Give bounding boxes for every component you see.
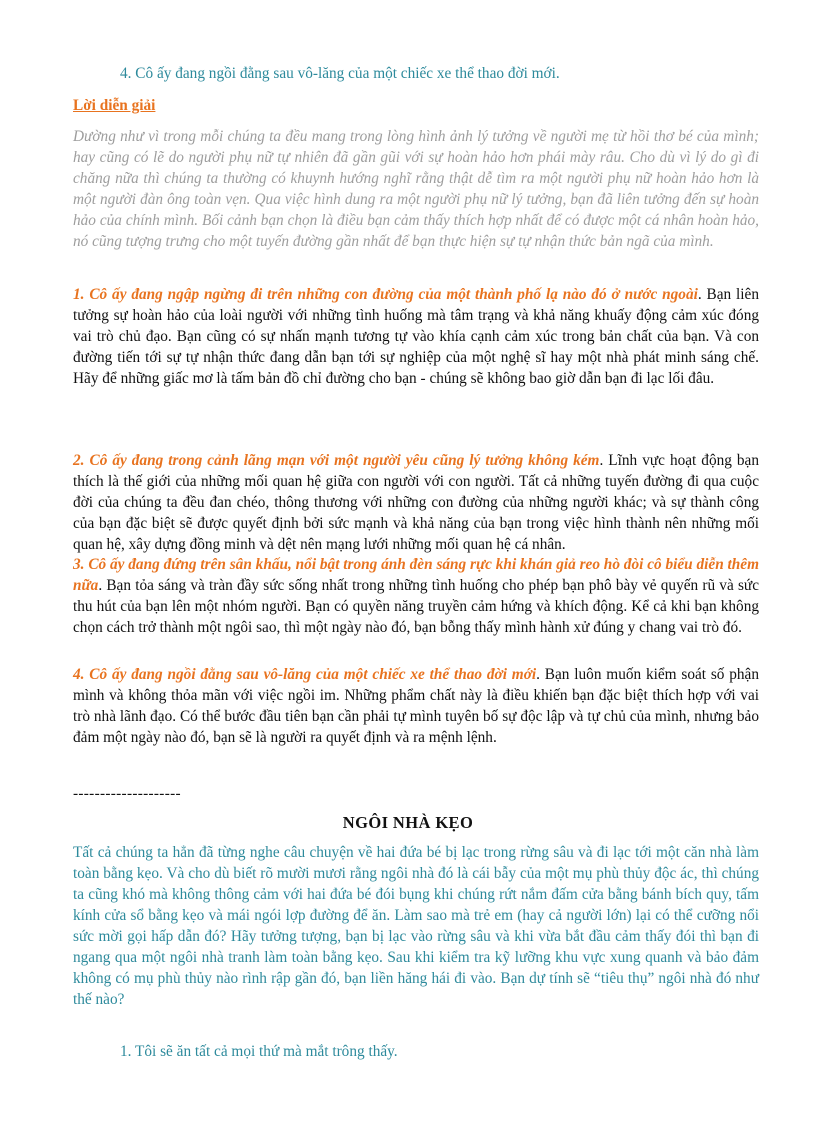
section-title: NGÔI NHÀ KẸO (342, 813, 474, 832)
answer-3-title: 3. Cô ấy đang đứng trên sân khấu, nổi bật trong ánh đèn sáng rực khi khán giả reo hò đòi cô biểu diễn thêm nữa (73, 556, 759, 594)
section-intro: Tất cả chúng ta hẳn đã từng nghe câu chuyện về hai đứa bé bị lạc trong rừng sâu và đi lạc tới một căn nhà làm toàn bằng kẹo. Và cho dù biết rõ mười mươi rằng ngôi nhà đó là cái bẫy của một mụ phù thủy độc ác, thì chúng ta cũng khó mà không thông cảm với hai đứa bé đói bụng khi chúng rứt nắm đấm cửa bằng bánh bích quy, tấm kính cửa sổ bằng kẹo và mái ngói lợp đường để ăn. Làm sao mà trẻ em (hay cả người lớn) lại có thể cưỡng nổi sức mời gọi hấp dẫn đó? Hãy tưởng tượng, bạn bị lạc vào rừng sâu và khi vừa bắt đầu cảm thấy đói thì bạn đi ngang qua một ngôi nhà tranh làm toàn bằng kẹo. Sau khi kiểm tra kỹ lưỡng khu vực xung quanh và bảo đảm không có mụ phù thủy nào rình rập gần đó, bạn liền hăng hái đi vào. Bạn dự tính sẽ “tiêu thụ” ngôi nhà đó như thế nào? (73, 844, 759, 1008)
answer-4-body: . Bạn luôn muốn kiểm soát số phận mình và không thỏa mãn với việc ngồi im. Những phẩm chất này là điều khiến bạn đặc biệt thích hợp với vai trò nhà lãnh đạo. Có thể bước đầu tiên bạn cần phải tự mình tuyên bố sự độc lập và tự chủ của mình, nhưng bảo đảm một ngày nào đó, bạn sẽ là người ra quyết định và ra mệnh lệnh. (73, 666, 759, 746)
answer-1 (73, 284, 759, 389)
answer-4 (73, 664, 759, 748)
answer-2 (73, 450, 759, 555)
answer-1-title: 1. Cô ấy đang ngập ngừng đi trên những con đường của một thành phố lạ nào đó ở nước ngoài (73, 286, 698, 303)
answer-1-body: . Bạn liên tưởng sự hoàn hảo của loài người với những tình huống mà tâm trạng và khả năng khuấy động cảm xúc đóng vai trò chủ đạo. Bạn cũng có sự nhấn mạnh tương tự vào khía cạnh cảm xúc trong bản chất của bạn. Và con đường tiến tới sự tự nhận thức đang dẫn bạn tới sự nghiệp của một nghệ sĩ hay một nhà phát minh sáng chế. Hãy để những giấc mơ là tấm bản đồ chỉ đường cho bạn - chúng sẽ không bao giờ dẫn bạn đi lạc lối đâu. (73, 286, 759, 387)
answer-4-title: 4. Cô ấy đang ngồi đằng sau vô-lăng của một chiếc xe thể thao đời mới (73, 666, 537, 683)
answer-2-title: 2. Cô ấy đang trong cảnh lãng mạn với một người yêu cũng lý tưởng không kém (73, 452, 600, 469)
section-divider: -------------------- (73, 785, 181, 802)
option-1: 1. Tôi sẽ ăn tất cả mọi thứ mà mắt trông thấy. (120, 1043, 398, 1060)
answer-3-body: . Bạn tỏa sáng và tràn đầy sức sống nhất trong những tình huống cho phép bạn phô bày vẻ quyến rũ và sức thu hút của bạn lên một nhóm người. Bạn có quyền năng truyền cảm hứng và khích động. Kể cả khi bạn không chọn cách trở thành một ngôi sao, thì một ngày nào đó, bạn bỗng thấy mình hành xử đúng y chang vai trò đó. (73, 577, 759, 636)
answer-3 (73, 554, 759, 638)
interpretation-paragraph: Dường như vì trong mỗi chúng ta đều mang trong lòng hình ảnh lý tưởng về người mẹ từ hồi thơ bé của mình; hay cũng có lẽ do người phụ nữ tự nhiên đã gần gũi với sự hoàn hảo hơn phái mày râu. Cho dù vì lý do gì đi chăng nữa thì chúng ta thường có khuynh hướng nghĩ rằng thật dễ tìm ra một người phụ nữ hoàn hảo hơn là một người đàn ông toàn vẹn. Qua việc hình dung ra một người phụ nữ lý tưởng, bạn đã liên tưởng đến sự hoàn hảo của chính mình. Bối cảnh bạn chọn là điều bạn cảm thấy thích hợp nhất để có được một cá nhân hoàn hảo, nó cũng tượng trưng cho một tuyến đường gần nhất để bạn thực hiện sự tự nhận thức bản ngã của mình. (73, 128, 759, 250)
previous-option-4: 4. Cô ấy đang ngồi đằng sau vô-lăng của một chiếc xe thể thao đời mới. (120, 65, 560, 82)
interpretation-heading: Lời diễn giải (73, 97, 156, 114)
answer-2-body: . Lĩnh vực hoạt động bạn thích là thế giới của những mối quan hệ giữa con người với con người. Tất cả những tuyến đường đi qua cuộc đời của chúng ta đều đan chéo, thông thương với những con đường của những người khác; và sự thành công của bạn đặc biệt sẽ được quyết định bởi sức mạnh và khả năng của bạn trong việc hình thành nên những mối quan hệ, xây dựng đồng minh và dệt nên mạng lưới những mối quan hệ cá nhân. (73, 452, 759, 553)
